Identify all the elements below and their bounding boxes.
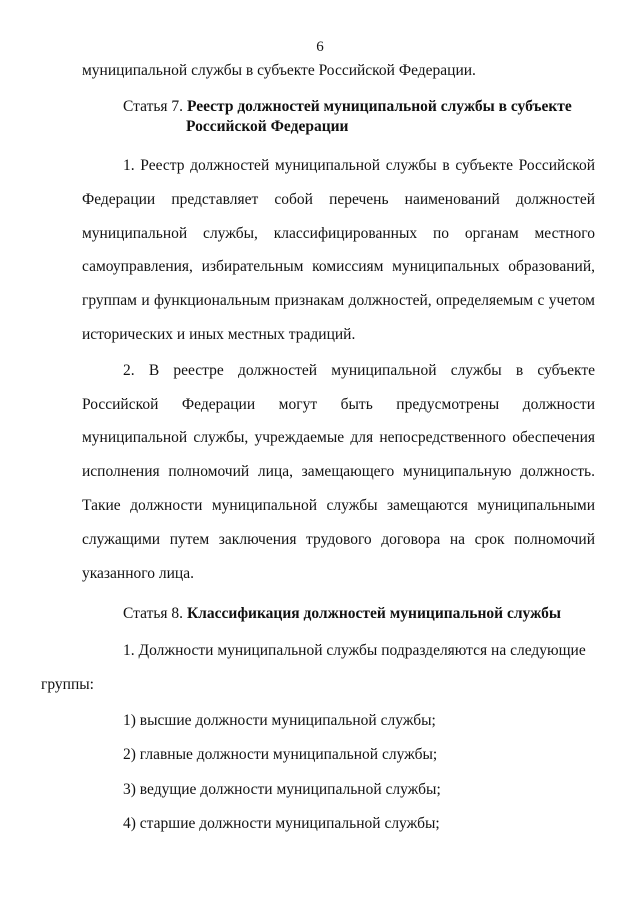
article-8-paragraph-1-line2: группы: xyxy=(41,676,94,694)
article-8-prefix: Статья 8. xyxy=(123,605,184,623)
document-body xyxy=(41,60,595,842)
continuation-line: муниципальной службы в субъекте Российской Федерации. xyxy=(82,62,476,79)
article-8-heading xyxy=(82,604,595,624)
article-7-paragraph-1: 1. Реестр должностей муниципальной службы в субъекте Российской Федерации представляет собой перечень наименований должностей муниципальной службы, классифицированных по органам местного самоуправления, избирательным комиссиям муниципальных образований, группам и функциональным признакам должностей, определяемым с учетом исторических и иных местных традиций. xyxy=(82,157,595,343)
article-7-title-line2: Российской Федерации xyxy=(186,118,349,135)
article-7-heading xyxy=(82,97,595,137)
article-8-paragraph-1 xyxy=(41,634,595,702)
list-item: 1) высшие должности муниципальной службы; xyxy=(123,711,436,729)
page-number: 6 xyxy=(316,39,324,55)
position-groups-list xyxy=(82,704,595,842)
article-8-paragraph-1-line1: 1. Должности муниципальной службы подразделяются на следующие xyxy=(123,642,586,660)
article-7-paragraph-2: 2. В реестре должностей муниципальной службы в субъекте Российской Федерации могут быть предусмотрены должности муниципальной службы, учреждаемые для непосредственного обеспечения исполнения полномочий лица, замещающего муниципальную должность. Такие должности муниципальной службы замещаются муниципальными служащими путем заключения трудового договора на срок полномочий указанного лица. xyxy=(82,361,595,582)
article-8-title: Классификация должностей муниципальной службы xyxy=(186,605,561,623)
list-item: 2) главные должности муниципальной службы; xyxy=(123,746,438,764)
list-item: 4) старшие должности муниципальной службы; xyxy=(123,815,440,833)
article-7-prefix: Статья 7. xyxy=(123,98,184,115)
list-item: 3) ведущие должности муниципальной службы; xyxy=(123,780,441,798)
article-7-title-line1: Реестр должностей муниципальной службы в субъекте xyxy=(186,98,572,115)
